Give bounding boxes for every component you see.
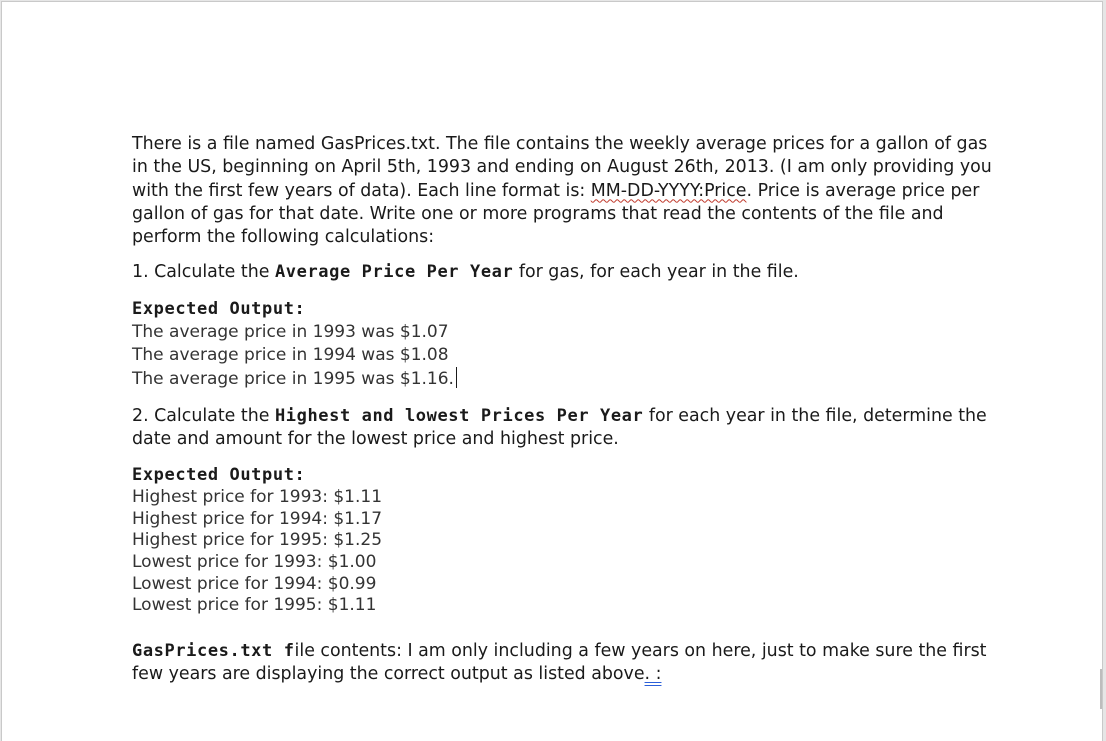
- output-line: The average price in 1993 was $1.07: [132, 321, 449, 342]
- intro-paragraph: [132, 133, 992, 249]
- expected-output-1: [132, 298, 992, 392]
- intro-text-1: There is a file named GasPrices.txt. The file contains the weekly average prices for a gallon of gas in the US, beginning on April 5th, 1993 and ending on August 26th, 2013. (I am only providing you with the first few years of data). Each line format is:: [132, 134, 992, 201]
- file-name-bold: GasPrices.txt f: [132, 640, 295, 661]
- task-2-prefix: 2. Calculate the: [132, 405, 275, 426]
- output-line: Highest price for 1993: $1.11: [132, 487, 383, 508]
- output-line: Lowest price for 1995: $1.11: [132, 595, 377, 616]
- task-1-paragraph: [132, 261, 992, 284]
- expected-output-lines: [132, 487, 992, 617]
- line-format-text: MM-DD-YYYY:Price: [590, 180, 747, 201]
- output-line: Lowest price for 1993: $1.00: [132, 552, 377, 573]
- intro-text-2: . Price is average price per gallon of gas for that date. Write one or more programs that read the contents of the file and perform the following calculations:: [132, 180, 980, 248]
- page-edge-marker: [1100, 669, 1102, 709]
- output-line: Highest price for 1994: $1.17: [132, 508, 383, 529]
- expected-output-lines: [132, 321, 992, 392]
- task-1-suffix: for gas, for each year in the file.: [513, 262, 799, 283]
- task-2-bold: Highest and lowest Prices Per Year: [274, 405, 644, 426]
- file-contents-text: ile contents: I am only including a few years on here, just to make sure the first few years are displaying the correct output as listed above: [132, 640, 987, 685]
- output-line: The average price in 1995 was $1.16.: [132, 369, 454, 390]
- text-cursor: [456, 367, 457, 388]
- task-2-paragraph: [132, 405, 992, 452]
- file-contents-tail: . :: [644, 664, 662, 685]
- output-line-with-caret: [132, 367, 992, 391]
- file-contents-paragraph: [132, 640, 992, 687]
- expected-output-heading: Expected Output:: [132, 298, 306, 319]
- task-2-suffix: for each year in the file, determine the date and amount for the lowest price and highest price.: [132, 405, 987, 449]
- output-line: Lowest price for 1994: $0.99: [132, 573, 377, 594]
- task-1-prefix: 1. Calculate the: [132, 262, 275, 283]
- expected-output-heading: Expected Output:: [132, 465, 306, 486]
- output-line: Highest price for 1995: $1.25: [132, 530, 383, 551]
- document-page: [1, 1, 1103, 741]
- expected-output-2: [132, 464, 992, 617]
- document-body[interactable]: [132, 133, 992, 686]
- output-line: The average price in 1994 was $1.08: [132, 345, 449, 366]
- task-1-bold: Average Price Per Year: [274, 262, 514, 283]
